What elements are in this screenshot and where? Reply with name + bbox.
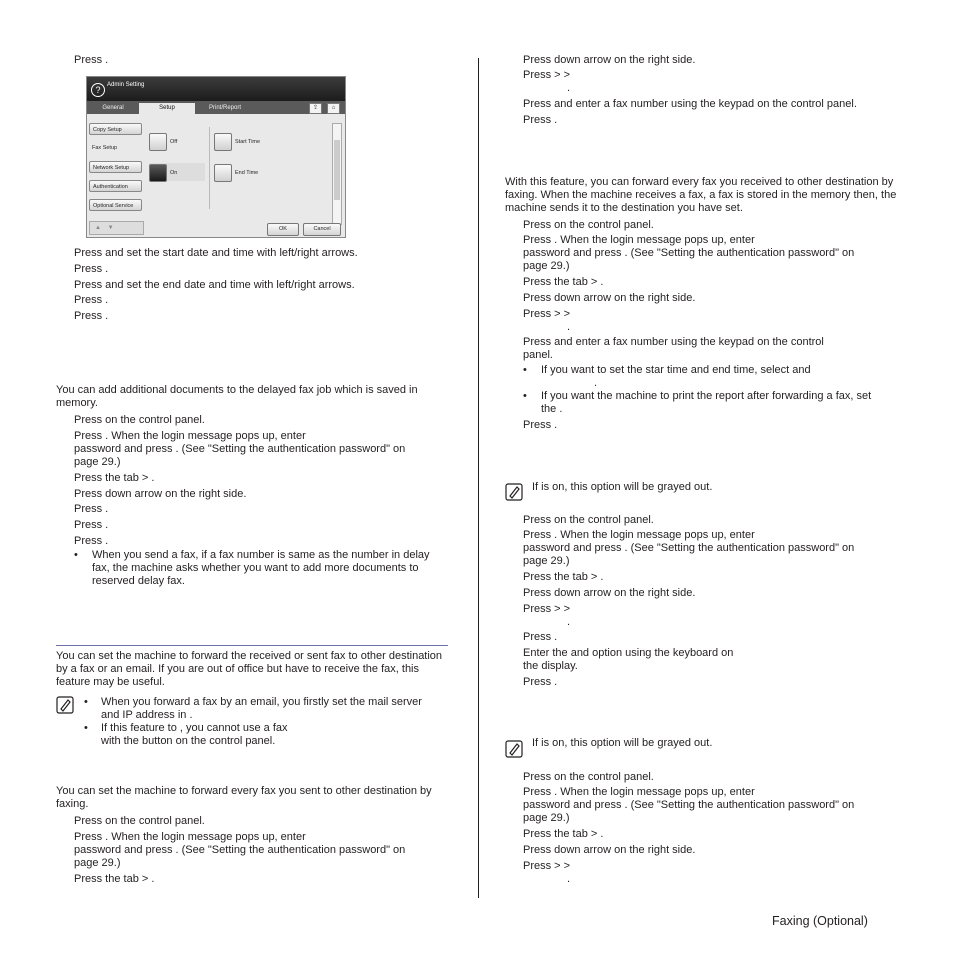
admin-setting-screenshot <box>86 76 346 238</box>
step-text: Press the tab > . <box>74 873 155 885</box>
step-text: Press . When the login message pops up, enter <box>74 430 306 442</box>
step-text: panel. <box>523 349 553 361</box>
step-text: Press > > <box>523 308 571 320</box>
bullet-text: the . <box>541 403 563 415</box>
scrollbar-thumb[interactable] <box>334 140 340 200</box>
screenshot-header <box>87 77 345 101</box>
step-text: Press and set the end date and time with left/right arrows. <box>74 279 355 291</box>
note-icon <box>56 696 74 714</box>
bullet-icon: • <box>74 549 78 561</box>
paragraph: With this feature, you can forward every fax you received to other destination by faxing. When the machine receives a fax, a fax is stored in the memory then, the machine sends it to the destination you have set. <box>505 176 897 214</box>
step-text: Press > > <box>523 69 571 81</box>
sidebar-item-fax-setup[interactable]: Fax Setup <box>92 145 118 151</box>
step-text: Press . <box>74 503 109 515</box>
step-text: Press on the control panel. <box>523 219 654 231</box>
sidebar-item-network-setup[interactable]: Network Setup <box>89 161 142 173</box>
note-icon <box>505 740 523 758</box>
note-text: If is on, this option will be grayed out. <box>532 737 713 749</box>
step-text: Press on the control panel. <box>74 815 205 827</box>
step-text: . <box>567 321 571 333</box>
bullet-icon: • <box>84 696 88 708</box>
tab-print-report[interactable]: Print/Report <box>208 105 241 111</box>
note-text: If is on, this option will be grayed out. <box>532 481 713 493</box>
start-time-button[interactable] <box>214 133 232 151</box>
bullet-text: When you send a fax, if a fax number is same as the number in delay fax, the machine asks whether you want to add more documents to reserved delay fax. <box>92 549 430 587</box>
ok-button[interactable]: OK <box>267 223 299 236</box>
step-text: password and press . (See "Setting the authentication password" on <box>74 844 406 856</box>
job-status-icon[interactable]: ⇪ <box>309 103 322 114</box>
cancel-button[interactable]: Cancel <box>303 223 341 236</box>
step-text: Press . <box>523 419 558 431</box>
home-icon[interactable]: ⌂ <box>327 103 340 114</box>
step-text: password and press . (See "Setting the authentication password" on <box>523 247 855 259</box>
tab-setup[interactable]: Setup <box>139 103 195 114</box>
paragraph: You can set the machine to forward the received or sent fax to other destination by a fax or an email. If you are out of office but have to receive the fax, this feature may be useful. <box>56 650 443 688</box>
sidebar-item-copy-setup[interactable]: Copy Setup <box>89 123 142 135</box>
step-text: page 29.) <box>74 456 121 468</box>
step-text: page 29.) <box>74 857 121 869</box>
on-option-button[interactable] <box>149 164 167 182</box>
note-icon <box>505 483 523 501</box>
note-text: with the button on the control panel. <box>101 735 276 747</box>
bullet-icon: • <box>523 390 527 402</box>
sidebar-item-authentication[interactable]: Authentication <box>89 180 142 192</box>
tab-general[interactable]: General <box>102 105 124 111</box>
step-text: Press the tab > . <box>523 276 604 288</box>
step-text: Press . <box>74 519 109 531</box>
step-text: Press . <box>523 631 558 643</box>
note-text: When you forward a fax by an email, you firstly set the mail server <box>101 696 422 708</box>
note-text: and IP address in . <box>101 709 193 721</box>
step-text: Press down arrow on the right side. <box>74 488 247 500</box>
step-text: Press . <box>523 114 558 126</box>
step-text: Press the tab > . <box>74 472 155 484</box>
step-text: Press > > <box>523 860 571 872</box>
end-time-label: End Time <box>235 170 259 176</box>
start-time-label: Start Time <box>235 139 261 145</box>
step-text: Press . <box>74 294 109 306</box>
note-text: If this feature to , you cannot use a fax <box>101 722 288 734</box>
step-text: Press . When the login message pops up, enter <box>523 234 755 246</box>
step-text: Press and enter a fax number using the keypad on the control <box>523 336 824 348</box>
scroll-arrows[interactable]: ▲ ▼ <box>89 221 144 235</box>
step-text: page 29.) <box>523 555 570 567</box>
option-divider <box>209 127 210 209</box>
section-rule <box>56 645 448 646</box>
step-text: Press the tab > . <box>523 828 604 840</box>
step-text: Press down arrow on the right side. <box>523 587 696 599</box>
step-text: . <box>567 873 571 885</box>
step-text: page 29.) <box>523 812 570 824</box>
bullet-icon: • <box>523 364 527 376</box>
step-text: Press on the control panel. <box>523 771 654 783</box>
step-text: . <box>567 616 571 628</box>
step-text: password and press . (See "Setting the authentication password" on <box>523 799 855 811</box>
screenshot-title: Admin Setting <box>107 82 145 88</box>
step-text: page 29.) <box>523 260 570 272</box>
step-text: Press . When the login message pops up, enter <box>74 831 306 843</box>
step-text: Press on the control panel. <box>523 514 654 526</box>
help-icon[interactable]: ? <box>91 83 105 97</box>
step-text: Press the tab > . <box>523 571 604 583</box>
step-text: Enter the and option using the keyboard on <box>523 647 734 659</box>
step-text: . <box>567 82 571 94</box>
bullet-text: If you want to set the star time and end time, select and <box>541 364 811 376</box>
end-time-button[interactable] <box>214 164 232 182</box>
step-text: Press on the control panel. <box>74 414 205 426</box>
step-text: Press and enter a fax number using the keypad on the control panel. <box>523 98 857 110</box>
step-text: Press . <box>74 263 109 275</box>
step-text: Press and set the start date and time with left/right arrows. <box>74 247 358 259</box>
column-divider <box>478 58 479 898</box>
page-footer: Faxing (Optional) <box>772 914 868 928</box>
step-text: Press down arrow on the right side. <box>523 54 696 66</box>
scrollbar[interactable] <box>332 123 342 225</box>
sidebar-item-optional-service[interactable]: Optional Service <box>89 199 142 211</box>
step-text: Press . <box>74 310 109 322</box>
step-text: Press . <box>523 676 558 688</box>
step-text: Press > > <box>523 603 571 615</box>
step-text: password and press . (See "Setting the authentication password" on <box>523 542 855 554</box>
on-option-label: On <box>170 170 178 176</box>
bullet-icon: • <box>84 722 88 734</box>
step-text: Press . When the login message pops up, enter <box>523 786 755 798</box>
step-text: Press down arrow on the right side. <box>523 844 696 856</box>
paragraph: You can set the machine to forward every fax you sent to other destination by faxing. <box>56 785 432 810</box>
step-text: Press . When the login message pops up, enter <box>523 529 755 541</box>
step-text: Press down arrow on the right side. <box>523 292 696 304</box>
bullet-text: If you want the machine to print the report after forwarding a fax, set <box>541 390 872 402</box>
bullet-text: . <box>594 377 598 389</box>
off-option-button[interactable] <box>149 133 167 151</box>
step-text: Press . <box>74 535 109 547</box>
step-text: Press . <box>74 54 109 66</box>
step-text: password and press . (See "Setting the authentication password" on <box>74 443 406 455</box>
paragraph: You can add additional documents to the delayed fax job which is saved in memory. <box>56 384 418 409</box>
step-text: the display. <box>523 660 578 672</box>
off-option-label: Off <box>170 139 178 145</box>
